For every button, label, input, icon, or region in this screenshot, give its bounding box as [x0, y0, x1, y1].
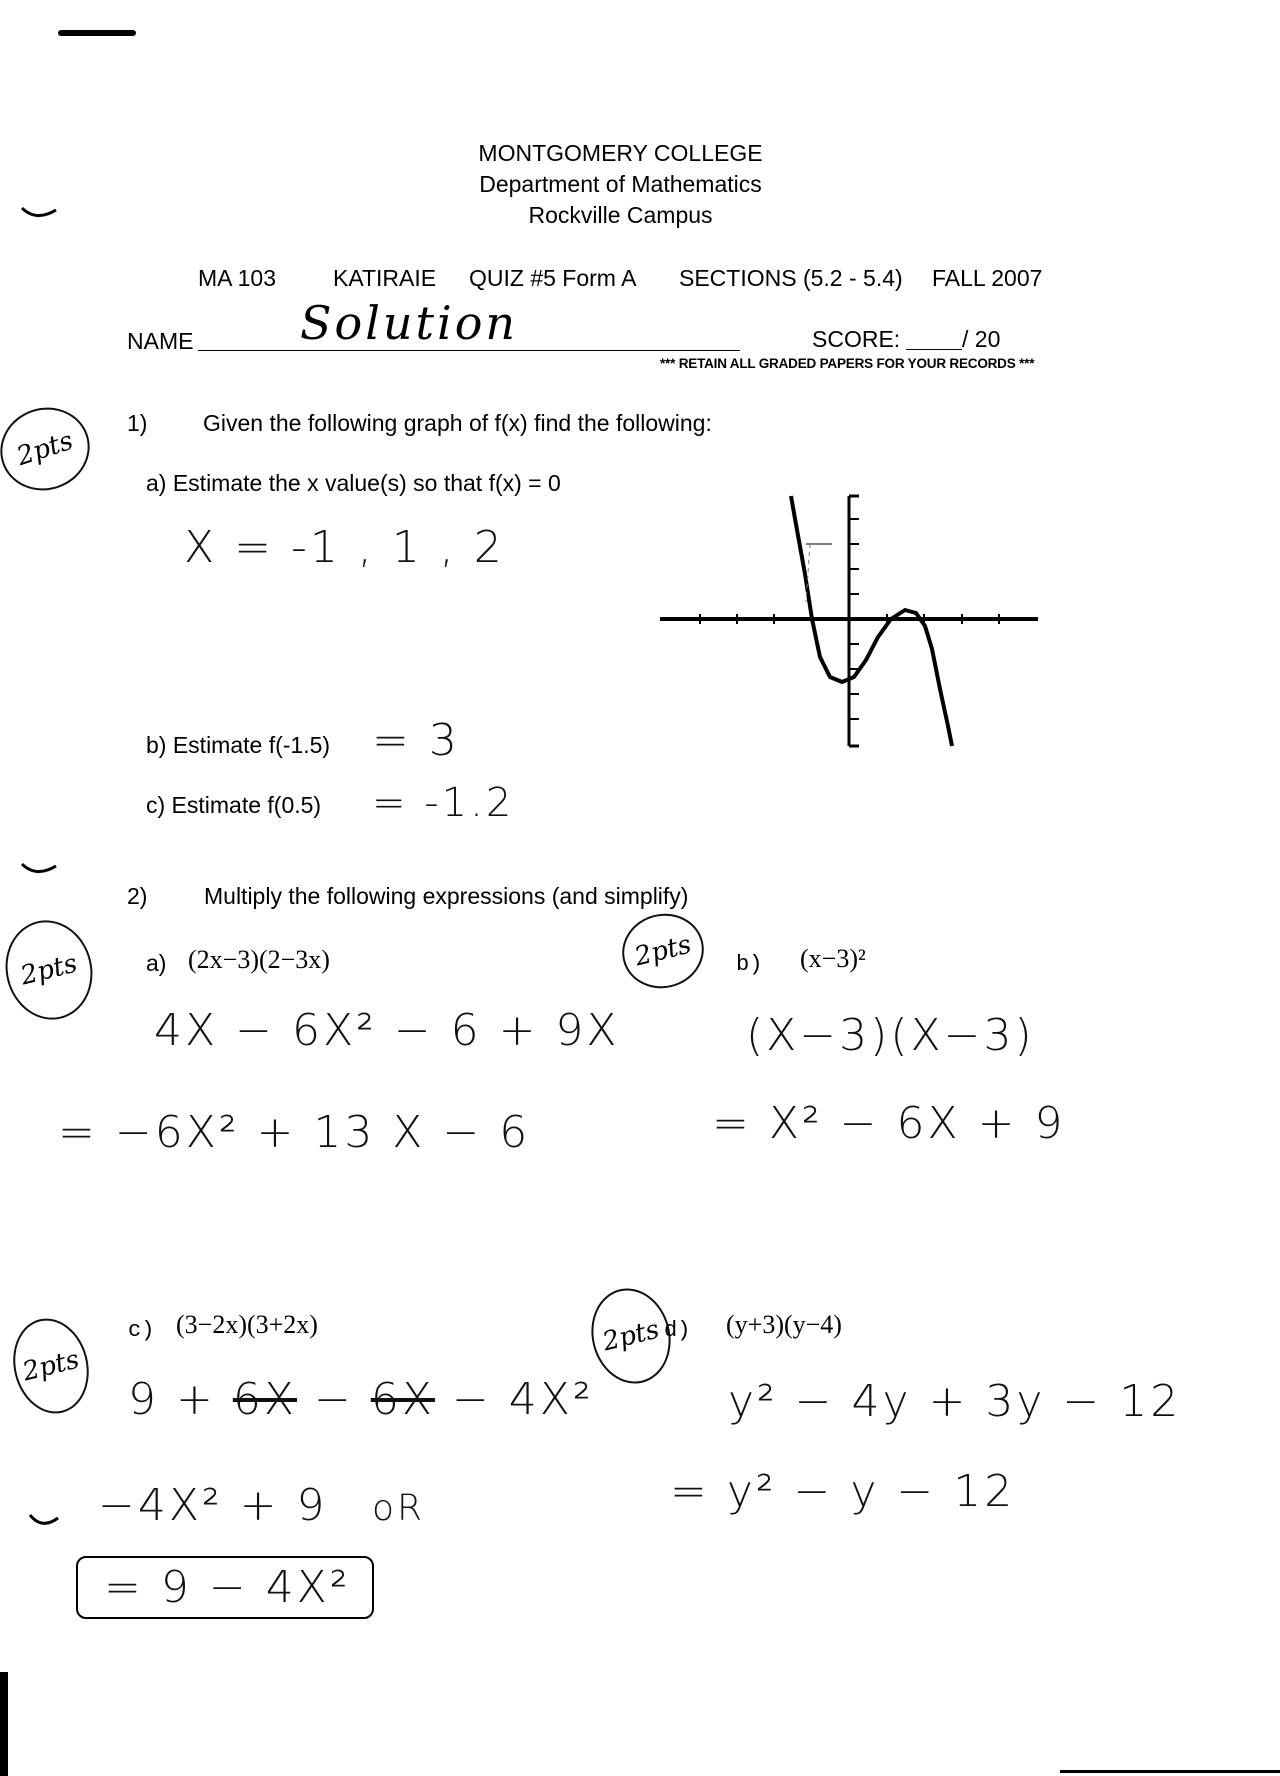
q2a-label: a)	[146, 950, 167, 976]
q2c-result: −4X² + 9	[98, 1480, 328, 1531]
score-label: SCORE:	[812, 326, 901, 352]
retain-note: *** RETAIN ALL GRADED PAPERS FOR YOUR RECORDS ***	[660, 356, 1035, 371]
department-title: Department of Mathematics	[479, 171, 762, 197]
q2d-label: d)	[664, 1318, 691, 1343]
name-value: Solution	[300, 296, 519, 350]
q2-prompt: Multiply the following expressions (and simplify)	[204, 883, 689, 909]
q2b-work: (X−3)(X−3)	[746, 1010, 1035, 1061]
q2c-work-cancelled-1: 6X	[232, 1374, 297, 1425]
q1a-answer: X = -1 , 1 , 2	[184, 522, 505, 573]
name-underline	[198, 350, 740, 351]
term: FALL 2007	[932, 265, 1043, 291]
q1-number: 1)	[127, 410, 148, 436]
points-badge-q2b: 2pts	[614, 905, 711, 997]
instructor-name: KATIRAIE	[333, 265, 437, 291]
quiz-title: QUIZ #5 Form A	[469, 265, 637, 291]
q2d-result: = y² − y − 12	[670, 1466, 1016, 1517]
q2c-boxed-answer: = 9 − 4X²	[76, 1556, 374, 1619]
q1-prompt: Given the following graph of f(x) find the following:	[203, 410, 712, 436]
q2a-result: = −6X² + 13 X − 6	[58, 1107, 531, 1158]
q2c-work-part-2: − 4X²	[434, 1374, 594, 1425]
q2d-work: y² − 4y + 3y − 12	[728, 1376, 1182, 1427]
q2c-work-minus: −	[296, 1374, 371, 1425]
points-badge-q2d: 2pts	[582, 1280, 681, 1392]
q2c-or: oR	[372, 1488, 426, 1529]
q2c-label: c)	[128, 1318, 155, 1343]
q1c-answer: = -1.2	[372, 780, 515, 826]
q2b-expression: (x−3)²	[800, 944, 866, 973]
q1c-prompt: c) Estimate f(0.5)	[146, 792, 322, 818]
q2b-label: b)	[736, 952, 763, 977]
q2a-work: 4X − 6X² − 6 + 9X	[154, 1005, 620, 1056]
course-code: MA 103	[198, 265, 276, 291]
score-blank	[906, 349, 962, 350]
q2b-result: = X² − 6X + 9	[712, 1098, 1066, 1149]
q2c-work-cancelled-2: 6X	[370, 1374, 435, 1425]
q2d-expression: (y+3)(y−4)	[726, 1310, 842, 1339]
points-badge-q2c: 2pts	[3, 1310, 98, 1421]
q1b-prompt: b) Estimate f(-1.5)	[146, 732, 331, 758]
points-badge-q2a: 2pts	[0, 911, 103, 1029]
q1a-prompt: a) Estimate the x value(s) so that f(x) = 0	[146, 470, 561, 496]
q1b-answer: = 3	[372, 715, 460, 766]
points-badge-q1: 2pts	[0, 396, 100, 502]
score-total: / 20	[962, 326, 1001, 352]
college-title: MONTGOMERY COLLEGE	[478, 140, 763, 166]
campus-title: Rockville Campus	[528, 202, 713, 228]
q2c-work-part-1: 9 +	[128, 1374, 233, 1425]
q2c-work	[128, 1374, 594, 1425]
q2a-expression: (2x−3)(2−3x)	[188, 945, 330, 974]
name-label: NAME	[127, 328, 194, 354]
sections-range: SECTIONS (5.2 - 5.4)	[679, 265, 903, 291]
q2-number: 2)	[127, 883, 148, 909]
function-graph	[660, 494, 1040, 756]
q2c-expression: (3−2x)(3+2x)	[176, 1310, 318, 1339]
